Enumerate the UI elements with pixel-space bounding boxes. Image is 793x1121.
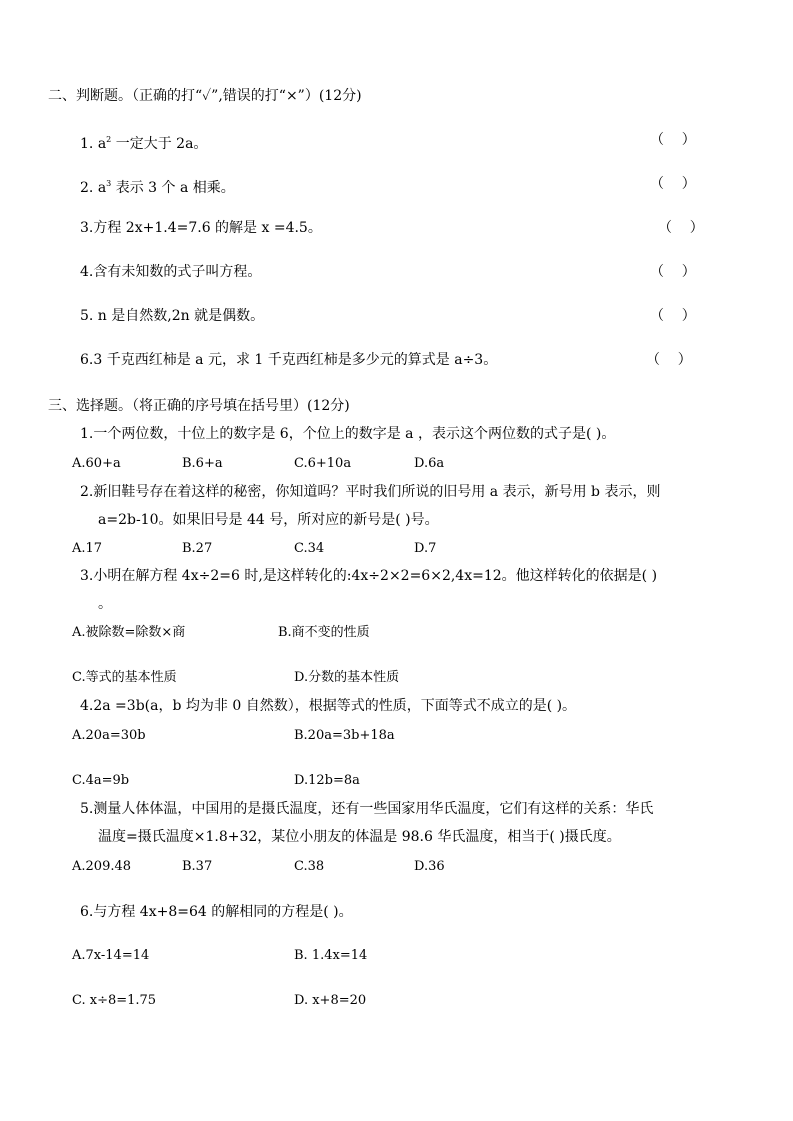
choice-question-5-line-1: 5.测量人体体温，中国用的是摄氏温度，还有一些国家用华氏温度，它们有这样的关系：华氏 bbox=[80, 801, 654, 817]
item-number: 2. bbox=[80, 180, 94, 196]
judge-item-1 bbox=[80, 130, 207, 154]
item-text: 表示 3 个 a 相乘。 bbox=[111, 180, 235, 196]
q2-option-b[interactable]: B.27 bbox=[182, 541, 213, 556]
judge-item-6: 6.3 千克西红柿是 a 元，求 1 千克西红柿是多少元的算式是 a÷3。 bbox=[80, 352, 498, 368]
q6-option-c[interactable]: C. x÷8=1.75 bbox=[72, 993, 157, 1008]
q4-option-c[interactable]: C.4a=9b bbox=[72, 773, 130, 788]
q1-option-b[interactable]: B.6+a bbox=[182, 456, 223, 471]
q1-option-d[interactable]: D.6a bbox=[414, 456, 445, 471]
answer-paren-2[interactable]: （ ） bbox=[650, 176, 696, 192]
q3-option-c[interactable]: C.等式的基本性质 bbox=[72, 670, 177, 685]
answer-paren-6[interactable]: （ ） bbox=[646, 352, 692, 368]
section-2-title: 二、判断题。（正确的打“✓”,错误的打“×”）(12分) bbox=[48, 88, 362, 104]
q3-option-d[interactable]: D.分数的基本性质 bbox=[294, 670, 400, 685]
q4-option-d[interactable]: D.12b=8a bbox=[294, 773, 360, 788]
item-number: 1. bbox=[80, 136, 94, 152]
item-text: 一定大于 2a。 bbox=[111, 136, 208, 152]
choice-question-5-line-2: 温度=摄氏温度×1.8+32，某位小朋友的体温是 98.6 华氏温度，相当于( )摄氏度。 bbox=[98, 829, 621, 845]
answer-paren-4[interactable]: （ ） bbox=[650, 264, 696, 280]
item-base: a bbox=[97, 136, 107, 152]
choice-question-4: 4.2a =3b(a，b 均为非 0 自然数），根据等式的性质，下面等式不成立的是( )。 bbox=[80, 698, 577, 714]
judge-item-3: 3.方程 2x+1.4=7.6 的解是 x =4.5。 bbox=[80, 220, 322, 236]
item-exponent: 3 bbox=[106, 179, 112, 188]
choice-question-6: 6.与方程 4x+8=64 的解相同的方程是( )。 bbox=[80, 904, 353, 920]
choice-question-3-line-1: 3.小明在解方程 4x÷2=6 时,是这样转化的:4x÷2×2=6×2,4x=12。他这样转化的依据是( ) bbox=[80, 568, 658, 584]
q5-option-b[interactable]: B.37 bbox=[182, 859, 213, 874]
choice-question-2-line-1: 2.新旧鞋号存在着这样的秘密，你知道吗？平时我们所说的旧号用 a 表示，新号用 b 表示，则 bbox=[80, 484, 661, 500]
choice-question-1: 1.一个两位数，十位上的数字是 6，个位上的数字是 a ，表示这个两位数的式子是( )。 bbox=[80, 426, 616, 442]
judge-item-4: 4.含有未知数的式子叫方程。 bbox=[80, 264, 262, 280]
section-3-title: 三、选择题。（将正确的序号填在括号里）(12分) bbox=[48, 398, 350, 414]
q2-option-d[interactable]: D.7 bbox=[414, 541, 437, 556]
judge-item-5: 5. n 是自然数,2n 就是偶数。 bbox=[80, 308, 265, 324]
q6-option-a[interactable]: A.7x-14=14 bbox=[72, 948, 150, 963]
judge-item-2 bbox=[80, 174, 235, 198]
choice-question-2-line-2: a=2b-10。如果旧号是 44 号，所对应的新号是( )号。 bbox=[98, 512, 439, 528]
answer-paren-1[interactable]: （ ） bbox=[650, 132, 696, 148]
choice-question-3-line-2: 。 bbox=[98, 596, 112, 612]
answer-paren-3[interactable]: （ ） bbox=[658, 220, 704, 236]
q6-option-d[interactable]: D. x+8=20 bbox=[294, 993, 367, 1008]
q1-option-c[interactable]: C.6+10a bbox=[294, 456, 352, 471]
q2-option-c[interactable]: C.34 bbox=[294, 541, 325, 556]
q5-option-c[interactable]: C.38 bbox=[294, 859, 325, 874]
q4-option-a[interactable]: A.20a=30b bbox=[72, 728, 146, 743]
q3-option-a[interactable]: A.被除数=除数×商 bbox=[72, 625, 186, 640]
q6-option-b[interactable]: B. 1.4x=14 bbox=[294, 948, 368, 963]
q3-option-b[interactable]: B.商不变的性质 bbox=[278, 625, 370, 640]
q2-option-a[interactable]: A.17 bbox=[72, 541, 103, 556]
q5-option-d[interactable]: D.36 bbox=[414, 859, 445, 874]
answer-paren-5[interactable]: （ ） bbox=[650, 308, 696, 324]
item-exponent: 2 bbox=[106, 135, 112, 144]
q1-option-a[interactable]: A.60+a bbox=[72, 456, 121, 471]
item-base: a bbox=[97, 180, 107, 196]
q4-option-b[interactable]: B.20a=3b+18a bbox=[294, 728, 395, 743]
q5-option-a[interactable]: A.209.48 bbox=[72, 859, 132, 874]
